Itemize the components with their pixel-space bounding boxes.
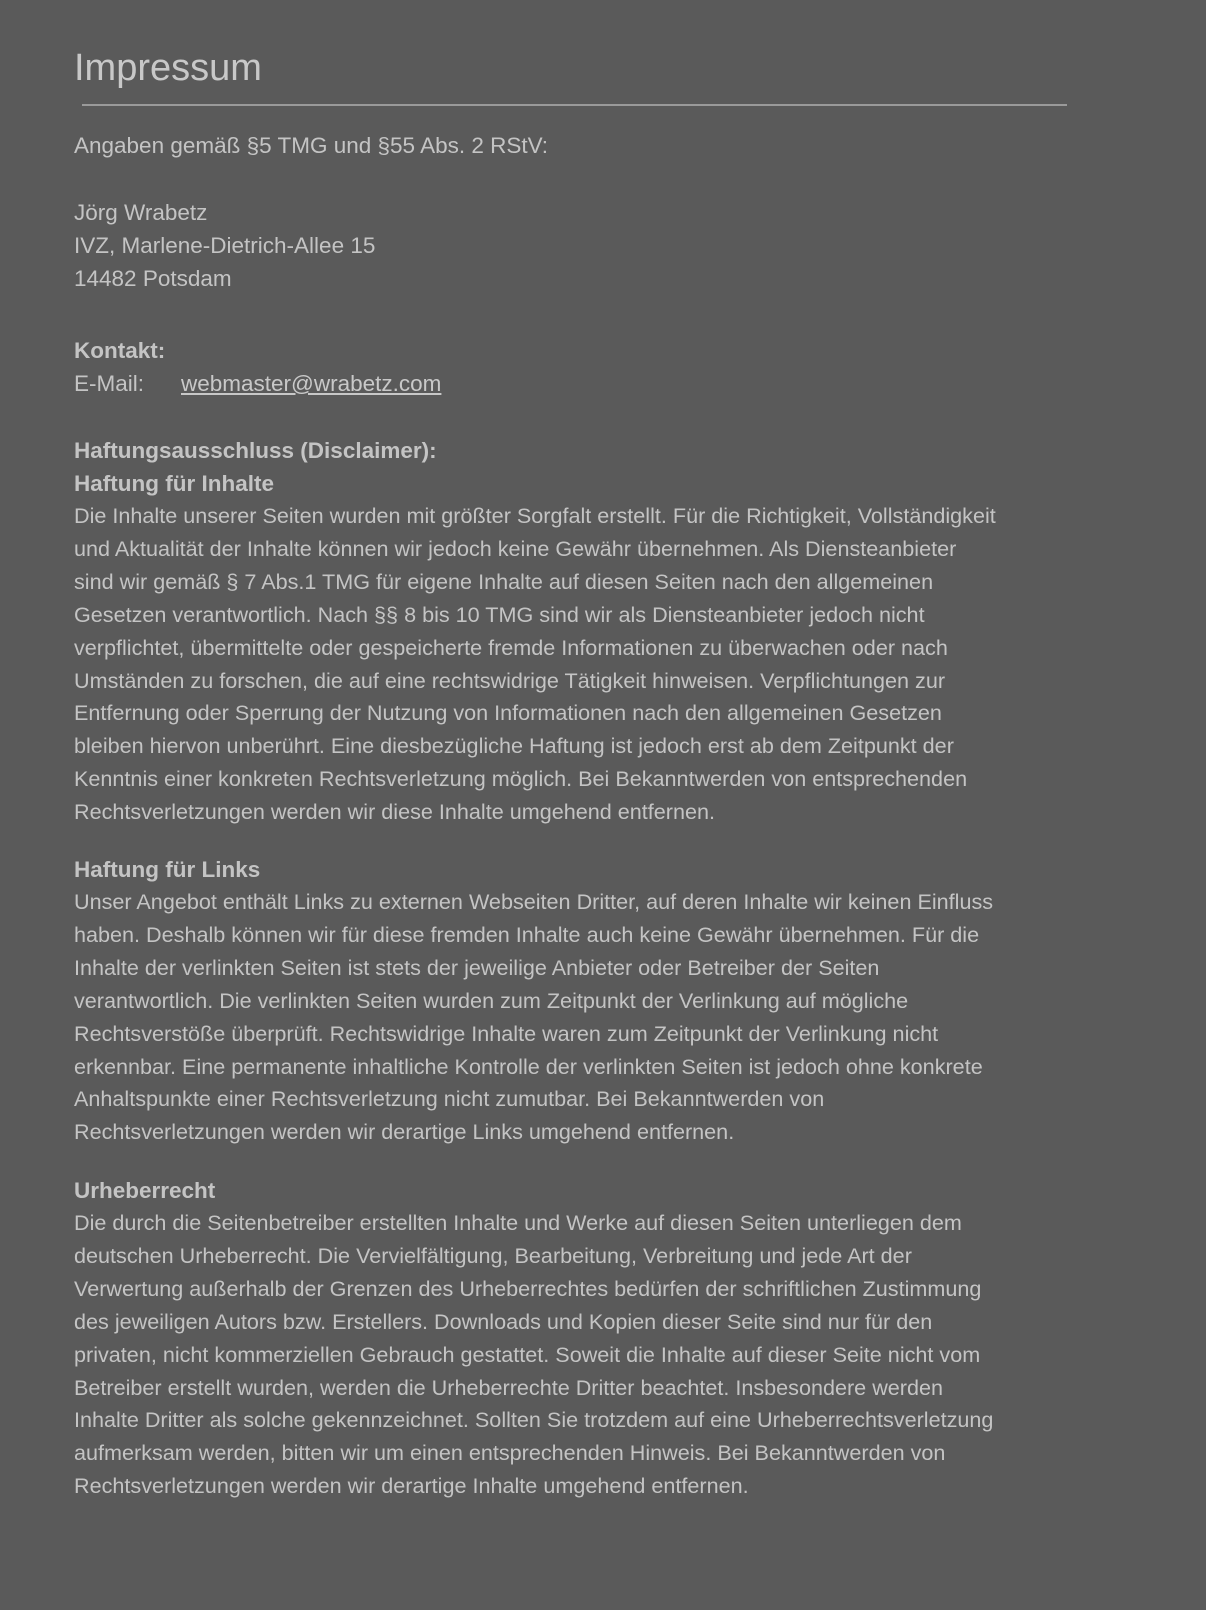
paragraph-line: Entfernung oder Sperrung der Nutzung von Informationen nach den allgemeinen Gesetzen — [74, 700, 942, 726]
paragraph-line: Inhalte Dritter als solche gekennzeichnet. Sollten Sie trotzdem auf eine Urheberrechtsverletzung — [74, 1407, 994, 1433]
disclaimer-heading: Haftungsausschluss (Disclaimer): — [74, 438, 437, 463]
content-liability-text — [74, 500, 1144, 829]
paragraph-line: Verwertung außerhalb der Grenzen des Urheberrechtes bedürfen der schriftlichen Zustimmung — [74, 1275, 982, 1301]
address-street: IVZ, Marlene-Dietrich-Allee 15 — [74, 233, 376, 258]
links-liability-text — [74, 886, 1144, 1149]
paragraph-line: Unser Angebot enthält Links zu externen Webseiten Dritter, auf deren Inhalte wir keinen Einfluss — [74, 889, 994, 914]
copyright-heading: Urheberrecht — [74, 1178, 216, 1203]
paragraph-line: verpflichtet, übermittelte oder gespeicherte fremde Informationen zu überwachen oder nach — [74, 634, 948, 660]
paragraph-line: Anhaltspunkte einer Rechtsverletzung nicht zumutbar. Bei Bekanntwerden von — [74, 1086, 825, 1112]
email-label: E-Mail: — [74, 371, 145, 396]
email-link[interactable]: webmaster@wrabetz.com — [181, 371, 442, 396]
content-liability-heading: Haftung für Inhalte — [74, 471, 274, 496]
address-name: Jörg Wrabetz — [74, 200, 208, 225]
paragraph-line: Rechtsverletzungen werden wir diese Inhalte umgehend entfernen. — [74, 799, 716, 825]
links-liability-heading: Haftung für Links — [74, 857, 261, 882]
contact-heading: Kontakt: — [74, 338, 166, 363]
paragraph-line: erkennbar. Eine permanente inhaltliche Kontrolle der verlinkten Seiten ist jedoch ohne konkrete — [74, 1053, 983, 1079]
paragraph-line: privaten, nicht kommerziellen Gebrauch gestattet. Soweit die Inhalte auf dieser Seite nicht vom — [74, 1341, 981, 1367]
paragraph-line: Kenntnis einer konkreten Rechtsverletzung möglich. Bei Bekanntwerden von entsprechenden — [74, 766, 968, 792]
paragraph-line: Die durch die Seitenbetreiber erstellten Inhalte und Werke auf diesen Seiten unterliegen dem — [74, 1210, 962, 1235]
email-row — [74, 367, 441, 400]
paragraph-line: und Aktualität der Inhalte können wir jedoch keine Gewähr übernehmen. Als Diensteanbieter — [74, 535, 957, 561]
paragraph-line: Rechtsverletzungen werden wir derartige Links umgehend entfernen. — [74, 1119, 735, 1145]
paragraph-line: aufmerksam werden, bitten wir um einen entsprechenden Hinweis. Bei Bekanntwerden von — [74, 1440, 946, 1466]
address-city: 14482 Potsdam — [74, 266, 232, 291]
paragraph-line: deutschen Urheberrecht. Die Vervielfältigung, Bearbeitung, Verbreitung und jede Art der — [74, 1242, 912, 1268]
paragraph-line: Rechtsverletzungen werden wir derartige Inhalte umgehend entfernen. — [74, 1473, 749, 1499]
copyright-text — [74, 1207, 1144, 1503]
paragraph-line: bleiben hiervon unberührt. Eine diesbezügliche Haftung ist jedoch erst ab dem Zeitpunkt der — [74, 733, 954, 759]
page-title: Impressum — [74, 47, 262, 89]
paragraph-line: des jeweiligen Autors bzw. Erstellers. Downloads und Kopien dieser Seite sind nur für den — [74, 1308, 933, 1334]
paragraph-line: Inhalte der verlinkten Seiten ist stets der jeweilige Anbieter oder Betreiber der Seiten — [74, 954, 880, 980]
title-divider — [82, 104, 1067, 106]
paragraph-line: Umständen zu forschen, die auf eine rechtswidrige Tätigkeit hinweisen. Verpflichtungen zur — [74, 667, 946, 693]
paragraph-line: haben. Deshalb können wir für diese fremden Inhalte auch keine Gewähr übernehmen. Für die — [74, 921, 980, 947]
paragraph-line: Betreiber erstellt wurden, werden die Urheberrechte Dritter beachtet. Insbesondere werden — [74, 1374, 944, 1400]
paragraph-line: verantwortlich. Die verlinkten Seiten wurden zum Zeitpunkt der Verlinkung auf mögliche — [74, 987, 909, 1013]
legal-basis-text: Angaben gemäß §5 TMG und §55 Abs. 2 RStV: — [74, 133, 549, 158]
paragraph-line: Rechtsverstöße überprüft. Rechtswidrige Inhalte waren zum Zeitpunkt der Verlinkung nicht — [74, 1020, 939, 1046]
paragraph-line: Die Inhalte unserer Seiten wurden mit größter Sorgfalt erstellt. Für die Richtigkeit, Vollständigkeit — [74, 503, 996, 528]
paragraph-line: sind wir gemäß § 7 Abs.1 TMG für eigene Inhalte auf diesen Seiten nach den allgemeinen — [74, 568, 934, 594]
paragraph-line: Gesetzen verantwortlich. Nach §§ 8 bis 10 TMG sind wir als Diensteanbieter jedoch nicht — [74, 601, 925, 627]
